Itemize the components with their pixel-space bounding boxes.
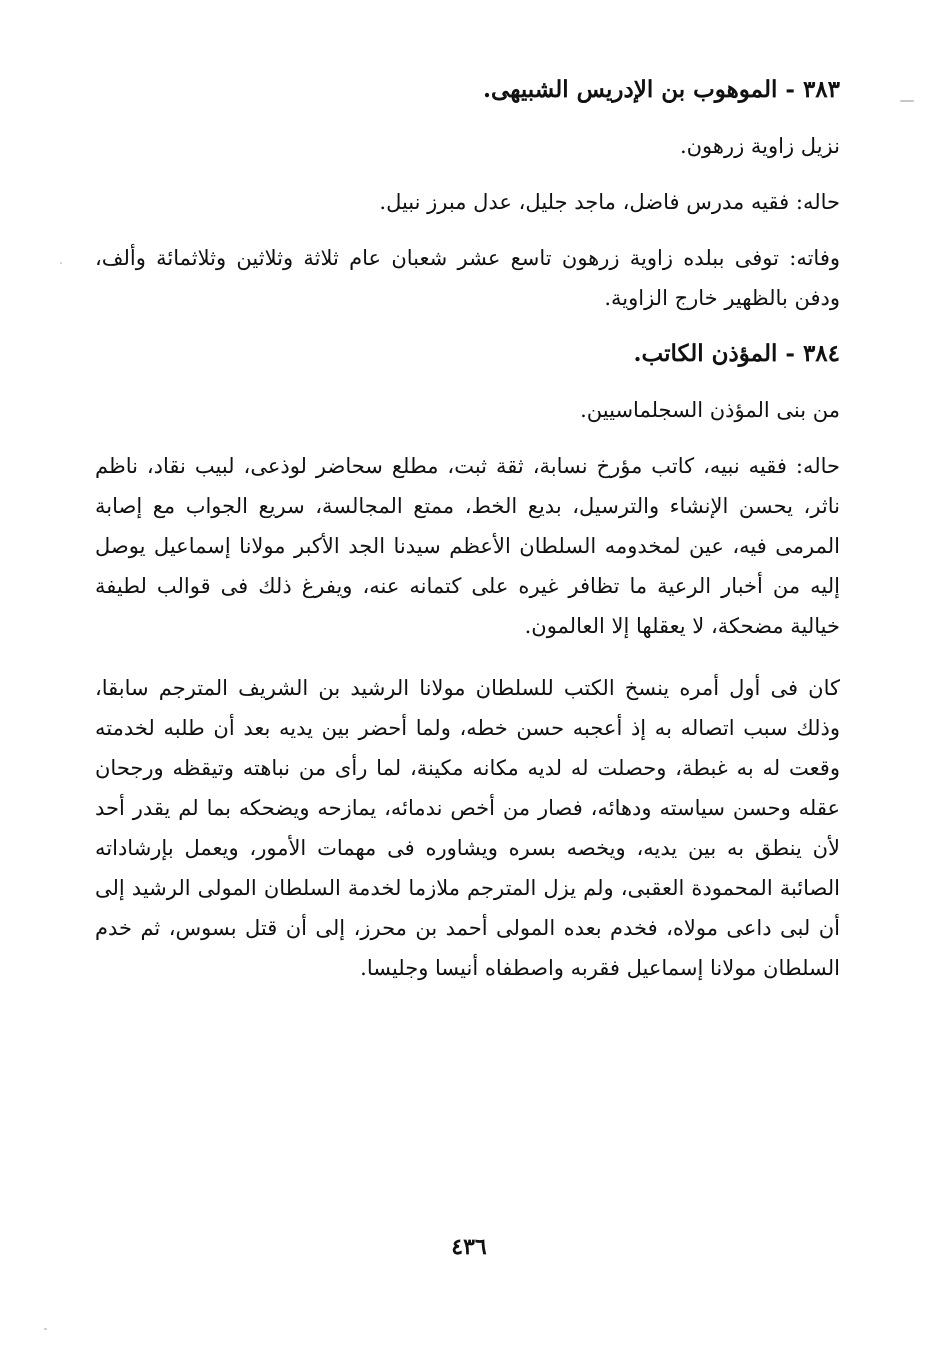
entry-heading: ٣٨٤ - المؤذن الكاتب. [633, 340, 840, 367]
document-page [95, 70, 840, 988]
entry-heading: ٣٨٣ - الموهوب بن الإدريس الشبيهى. [483, 76, 840, 103]
entry-paragraph: نزيل زاوية زرهون. [679, 134, 840, 158]
page-number: ٤٣٦ [451, 1234, 487, 1260]
entry-paragraph: حاله: فقيه نبيه، كاتب مؤرخ نسابة، ثقة ثبت، مطلع سحاضر لوذعى، لبيب نقاد، ناظم ناثر، يحسن الإنشاء والترسيل، بديع الخط، ممتع المجالسة، سريع الجواب مع إصابة المرمى فيه، عين لمخدومه السلطان الأعظم سيدنا الجد الأكبر مولانا إسماعيل يوصل إليه من أخبار الرعية ما تظافر غيره على كتمانه عنه، ويفرغ ذلك فى قوالب لطيفة خيالية مضحكة، لا يعقلها إلا العالمون. [95, 454, 840, 638]
entry-paragraph: من بنى المؤذن السجلماسيين. [580, 398, 840, 422]
scan-speck [900, 100, 914, 102]
entry-paragraph: وفاته: توفى ببلده زاوية زرهون تاسع عشر شعبان عام ثلاثة وثلاثين وثلاثمائة وألف، ودفن بالظهير خارج الزاوية. [95, 246, 840, 310]
entry-paragraph: حاله: فقيه مدرس فاضل، ماجد جليل، عدل مبرز نبيل. [379, 190, 840, 214]
entry-383 [95, 70, 840, 318]
entry-384 [95, 334, 840, 988]
entry-paragraph: كان فى أول أمره ينسخ الكتب للسلطان مولانا الرشيد بن الشريف المترجم سابقا، وذلك سبب اتصاله به إذ أعجبه حسن خطه، ولما أحضر بين يديه بعد أن طلبه لخدمته وقعت له به غبطة، وحصلت له لديه مكانه مكينة، لما رأى من نباهته وتيقظه ورجحان عقله وحسن سياسته ودهائه، فصار من أخص ندمائه، يمازحه ويضحكه بما لم يقدر أحد لأن ينطق به بين يديه، ويخصه بسره ويشاوره فى مهمات الأمور، ويعمل بإرشاداته الصائبة المحمودة العقبى، ولم يزل المترجم ملازما لخدمة السلطان المولى الرشيد إلى أن لبى داعى مولاه، فخدم بعده المولى أحمد بن محرز، إلى أن قتل بسوس، ثم خدم السلطان مولانا إسماعيل فقربه واصطفاه أنيسا وجليسا. [95, 676, 840, 980]
scan-speck [60, 262, 62, 264]
scan-speck [44, 1328, 47, 1330]
